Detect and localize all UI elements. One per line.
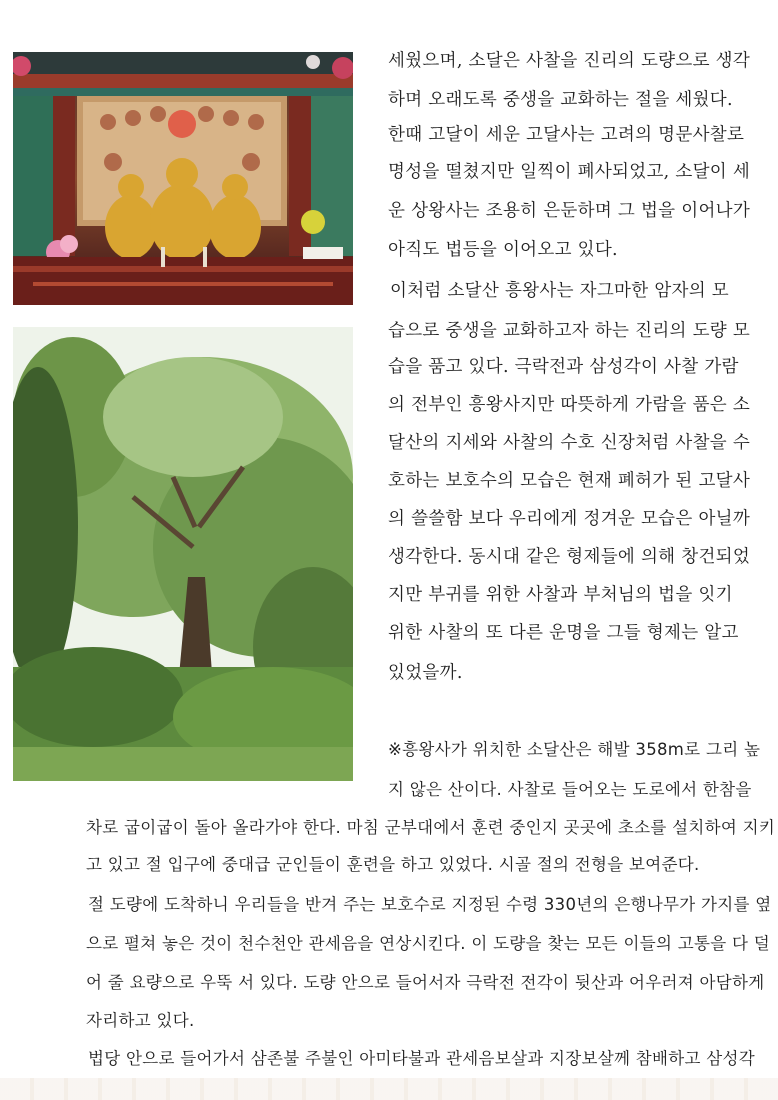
text-line: 습을 품고 있다. 극락전과 삼성각이 사찰 가람 — [388, 357, 739, 377]
note-line: ※흥왕사가 위치한 소달산은 해발 358m로 그리 높 — [388, 740, 761, 759]
text-line: 이처럼 소달산 흥왕사는 자그마한 암자의 모 — [390, 281, 730, 301]
altar-photo — [13, 52, 353, 305]
altar-illustration — [13, 52, 353, 305]
text-line: 세웠으며, 소달은 사찰을 진리의 도량으로 생각 — [388, 51, 751, 71]
text-line: 위한 사찰의 또 다른 운명을 그들 형제는 알고 — [388, 623, 739, 643]
text-line: 한때 고달이 세운 고달사는 고려의 명문사찰로 — [388, 125, 745, 145]
text-line: 아직도 법등을 이어오고 있다. — [388, 240, 618, 260]
text-line: 습으로 중생을 교화하고자 하는 진리의 도량 모 — [388, 321, 751, 341]
text-line: 있었을까. — [388, 663, 463, 683]
text-line: 법당 안으로 들어가서 삼존불 주불인 아미타불과 관세음보살과 지장보살께 참배하고 삼성각 — [88, 1049, 755, 1068]
text-line: 운 상왕사는 조용히 은둔하며 그 법을 이어나가 — [388, 201, 751, 221]
note-line: 지 않은 산이다. 사찰로 들어오는 도로에서 한참을 — [388, 780, 752, 799]
text-line: 달산의 지세와 사찰의 수호 신장처럼 사찰을 수 — [388, 433, 751, 453]
text-line: 절 도량에 도착하니 우리들을 반겨 주는 보호수로 지정된 수령 330년의 은행나무가 가지를 옆 — [88, 895, 772, 914]
text-line: 의 쓸쓸함 보다 우리에게 정겨운 모습은 아닐까 — [388, 509, 751, 529]
text-line: 호하는 보호수의 모습은 현재 폐허가 된 고달사 — [388, 471, 751, 491]
text-line: 고 있고 절 입구에 중대급 군인들이 훈련을 하고 있었다. 시골 절의 전형을 보여준다. — [86, 855, 700, 874]
text-line: 하며 오래도록 중생을 교화하는 절을 세웠다. — [388, 90, 733, 110]
text-line: 차로 굽이굽이 돌아 올라가야 한다. 마침 군부대에서 훈련 중인지 곳곳에 초소를 설치하여 지키 — [86, 818, 776, 837]
text-line: 지만 부귀를 위한 사찰과 부처님의 법을 잇기 — [388, 585, 733, 605]
text-line: 명성을 떨쳤지만 일찍이 폐사되었고, 소달이 세 — [388, 162, 751, 182]
text-line: 생각한다. 동시대 같은 형제들에 의해 창건되었 — [388, 547, 751, 567]
tree-illustration — [13, 327, 353, 781]
text-line: 자리하고 있다. — [86, 1011, 195, 1030]
ginkgo-tree-photo — [13, 327, 353, 781]
bottom-ornament-border — [0, 1078, 778, 1100]
text-line: 어 줄 요량으로 우뚝 서 있다. 도량 안으로 들어서자 극락전 전각이 뒷산과 어우러져 아담하게 — [86, 973, 765, 992]
text-line: 의 전부인 흥왕사지만 따뜻하게 가람을 품은 소 — [388, 395, 751, 415]
text-line: 으로 펼쳐 놓은 것이 천수천안 관세음을 연상시킨다. 이 도량을 찾는 모든 이들의 고통을 다 덜 — [86, 934, 771, 953]
